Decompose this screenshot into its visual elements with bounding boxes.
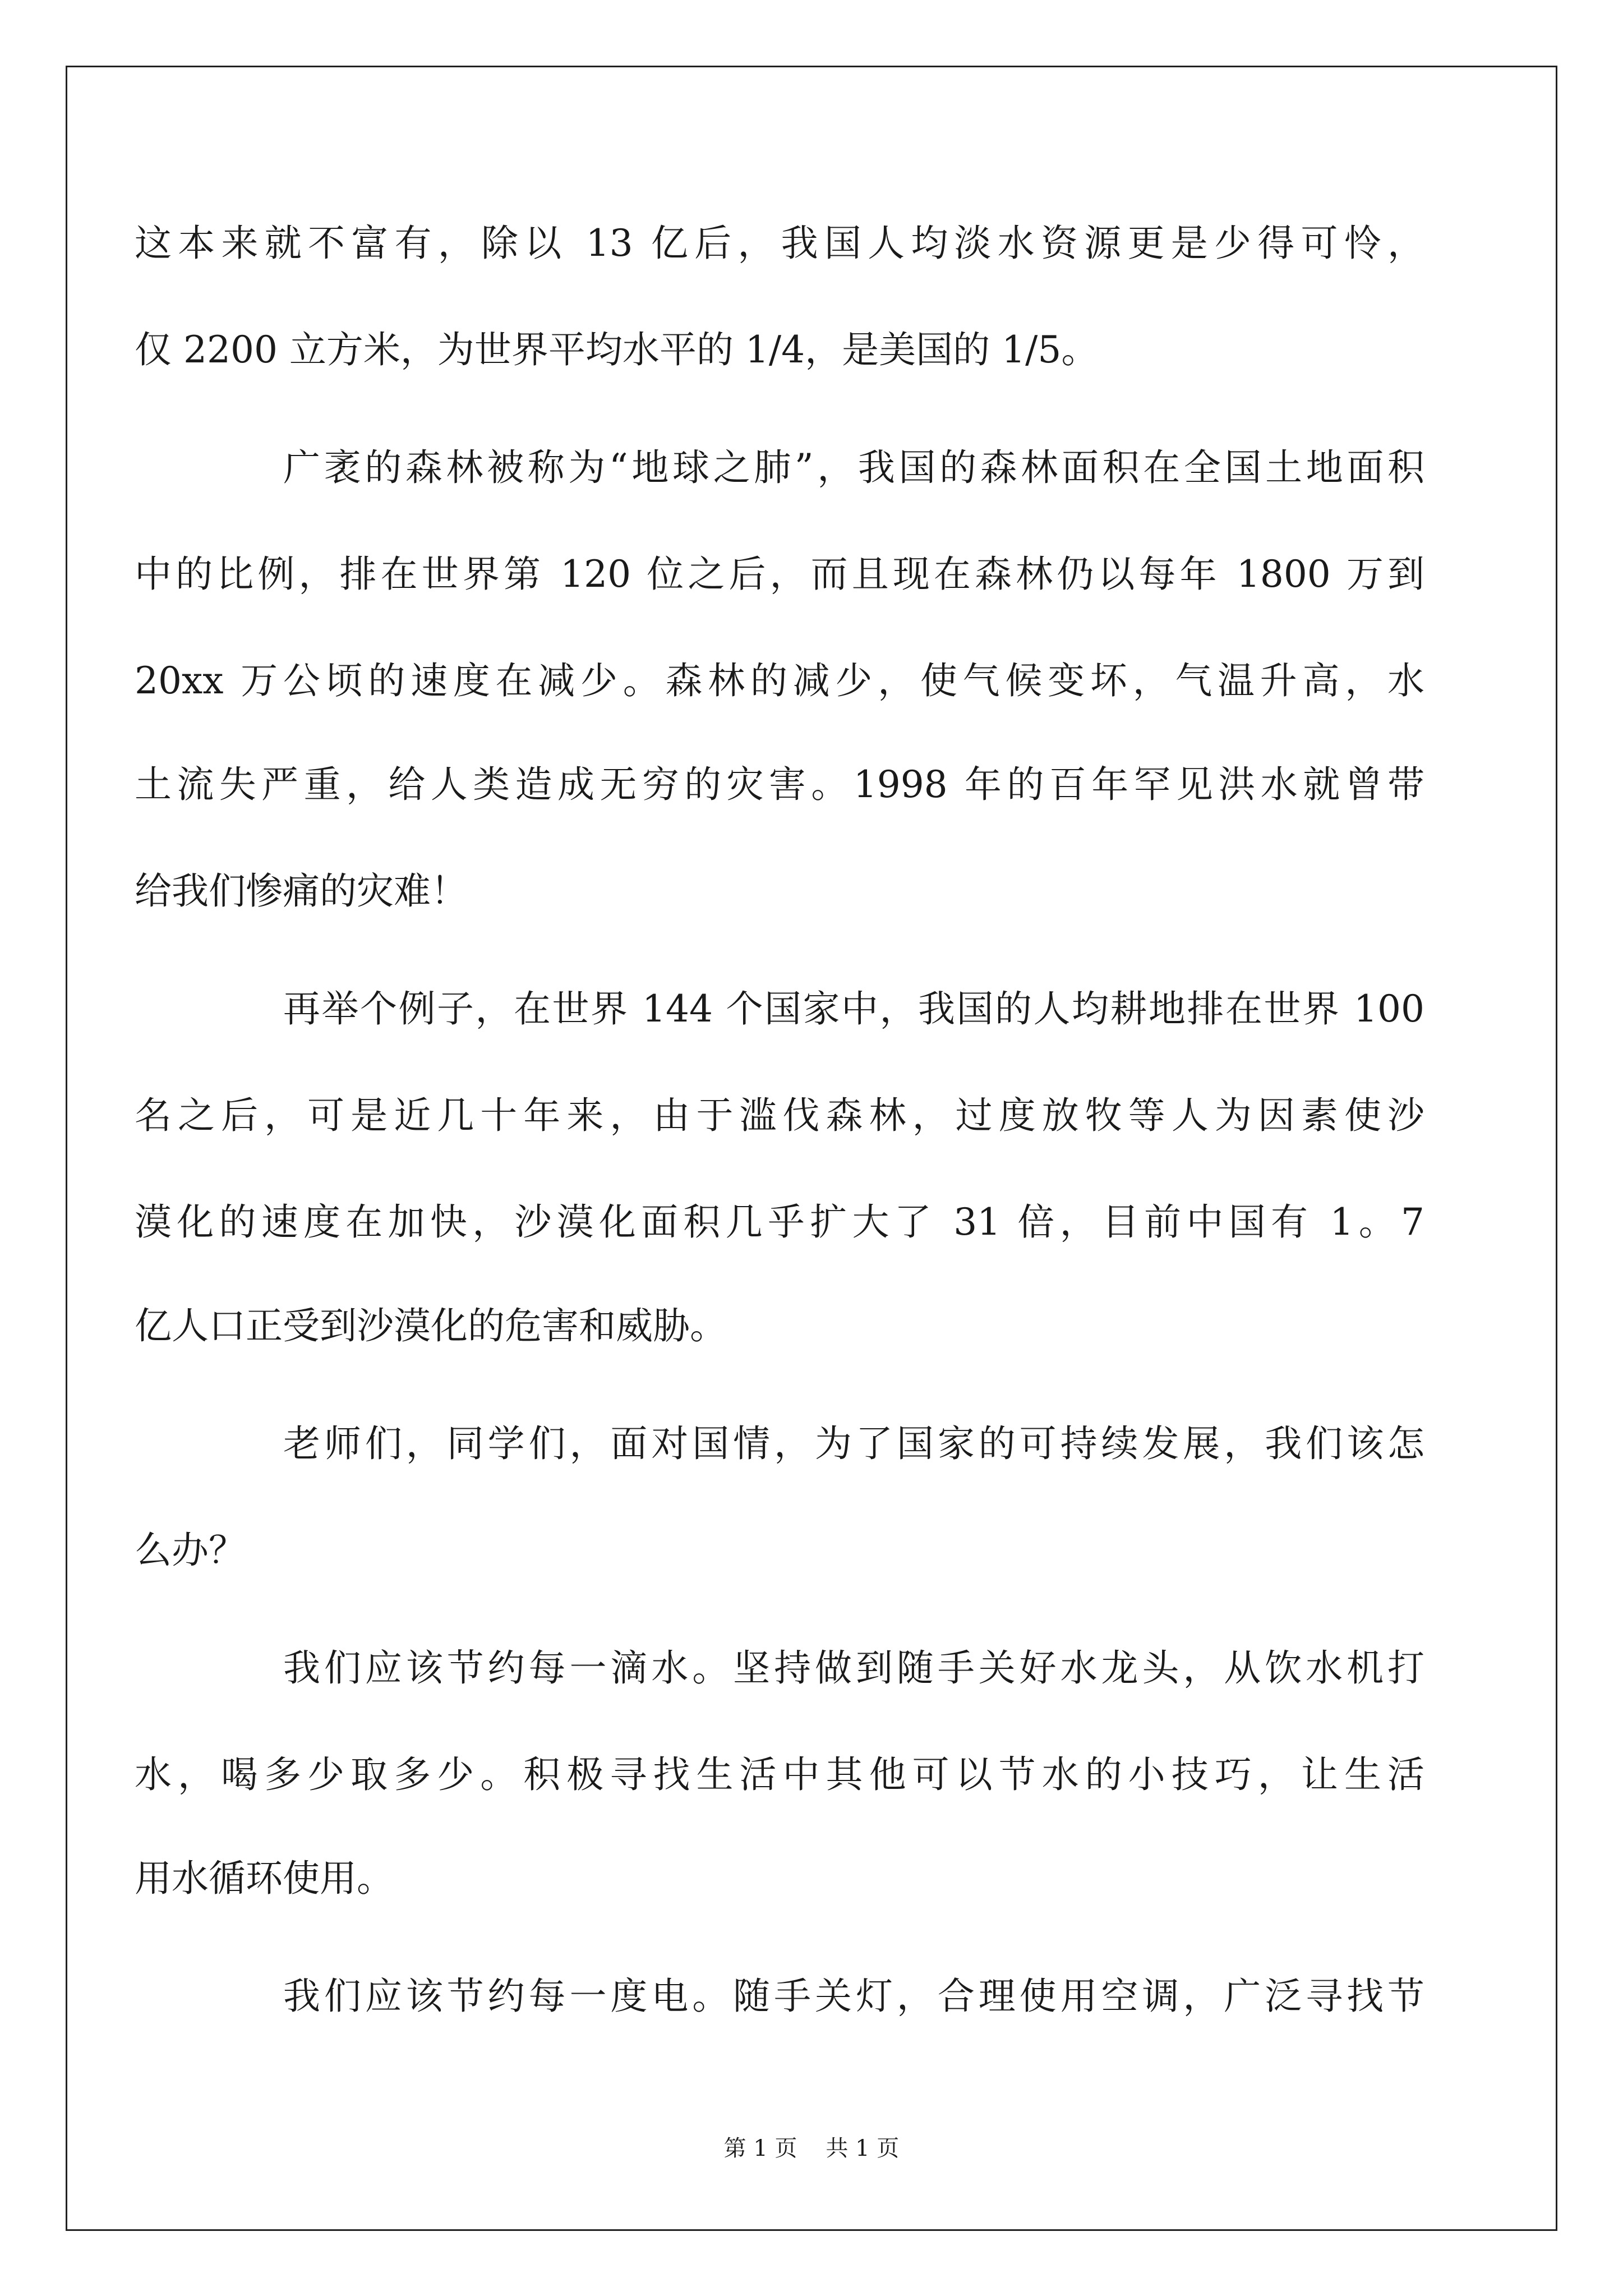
text-line: 水，喝多少取多少。积极寻找生活中其他可以节水的小技巧，让生活 xyxy=(135,1753,1424,1796)
page-footer xyxy=(0,2132,1623,2165)
text-line: 名之后，可是近几十年来，由于滥伐森林，过度放牧等人为因素使沙 xyxy=(135,1094,1424,1137)
text-line: 土流失严重，给人类造成无穷的灾害。1998 年的百年罕见洪水就曾带 xyxy=(135,763,1424,806)
paragraph-first-line: 再举个例子，在世界 144 个国家中，我国的人均耕地排在世界 100 xyxy=(283,987,1424,1030)
page-total: 共 1 页 xyxy=(826,2136,900,2161)
paragraph-first-line: 我们应该节约每一滴水。坚持做到随手关好水龙头，从饮水机打 xyxy=(283,1646,1424,1690)
text-line: 么办？ xyxy=(135,1529,246,1572)
text-line: 漠化的速度在加快，沙漠化面积几乎扩大了 31 倍，目前中国有 1。7 xyxy=(135,1200,1424,1244)
page-number: 第 1 页 xyxy=(723,2136,797,2161)
text-line: 给我们惨痛的灾难！ xyxy=(135,869,468,913)
paragraph-first-line: 广袤的森林被称为“地球之肺”，我国的森林面积在全国土地面积 xyxy=(283,446,1424,489)
paragraph-first-line: 我们应该节约每一度电。随手关灯，合理使用空调，广泛寻找节 xyxy=(283,1975,1424,2018)
text-line: 中的比例，排在世界第 120 位之后，而且现在森林仍以每年 1800 万到 xyxy=(135,553,1424,596)
text-line: 仅 2200 立方米，为世界平均水平的 1/4，是美国的 1/5。 xyxy=(135,328,1099,371)
text-line: 这本来就不富有，除以 13 亿后，我国人均淡水资源更是少得可怜， xyxy=(135,222,1424,265)
paragraph-first-line: 老师们，同学们，面对国情，为了国家的可持续发展，我们该怎 xyxy=(283,1422,1424,1465)
text-line: 20xx 万公顷的速度在减少。森林的减少，使气候变坏，气温升高，水 xyxy=(135,659,1424,702)
text-line: 用水循环使用。 xyxy=(135,1857,394,1900)
text-line: 亿人口正受到沙漠化的危害和威胁。 xyxy=(135,1304,727,1347)
